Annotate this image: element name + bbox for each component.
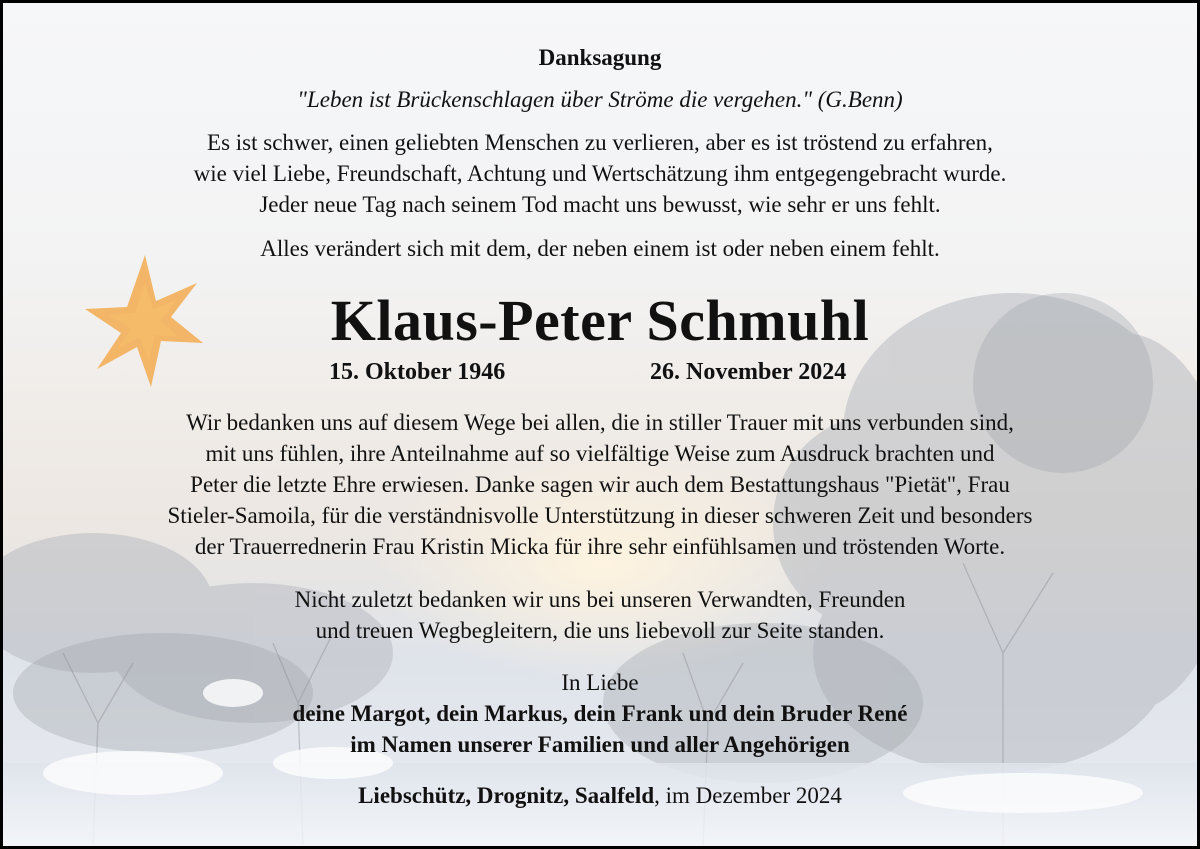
thanks-line: Peter die letzte Ehre erwiesen. Danke sagen wir auch dem Bestattungshaus "Pietät", Frau [190, 472, 1010, 497]
intro-line: wie viel Liebe, Freundschaft, Achtung und Wertschätzung ihm entgegengebracht wurde. [193, 161, 1007, 186]
heading: Danksagung [538, 45, 662, 70]
obituary-text [3, 3, 1197, 846]
family-thanks-line: und treuen Wegbegleitern, die uns liebevoll zur Seite standen. [315, 618, 885, 643]
saying: Alles verändert sich mit dem, der neben einem ist oder neben einem fehlt. [260, 236, 940, 261]
thanks-line: Stieler-Samoila, für die verständnisvolle Unterstützung in dieser schweren Zeit und besonders [167, 503, 1033, 528]
deceased-name: Klaus-Peter Schmuhl [330, 288, 870, 353]
family-thanks-line: Nicht zuletzt bedanken wir uns bei unseren Verwandten, Freunden [294, 587, 906, 612]
birth-date: 15. Oktober 1946 [329, 359, 506, 385]
quote: "Leben ist Brückenschlagen über Ströme die vergehen." (G.Benn) [297, 87, 903, 112]
place-date-line [3, 780, 1197, 811]
thanks-line: der Trauerrednerin Frau Kristin Micka für ihre sehr einfühlsamen und tröstenden Worte. [194, 534, 1006, 559]
intro-line: Jeder neue Tag nach seinem Tod macht uns bewusst, wie sehr er uns fehlt. [259, 192, 941, 217]
thanks-line: Wir bedanken uns auf diesem Wege bei allen, die in stiller Trauer mit uns verbunden sind, [186, 410, 1014, 435]
place: Liebschütz, Drognitz, Saalfeld [358, 783, 655, 808]
intro-line: Es ist schwer, einen geliebten Menschen zu verlieren, aber es ist tröstend zu erfahren, [207, 130, 993, 155]
date-line: , im Dezember 2024 [654, 783, 842, 808]
closing: In Liebe [561, 670, 639, 695]
signatories-line: deine Margot, dein Markus, dein Frank und dein Bruder René [292, 701, 908, 726]
signatories-line: im Namen unserer Familien und aller Angehörigen [350, 732, 850, 757]
death-date: 26. November 2024 [650, 359, 847, 385]
thanks-line: mit uns fühlen, ihre Anteilnahme auf so vielfältige Weise zum Ausdruck brachten und [205, 441, 995, 466]
